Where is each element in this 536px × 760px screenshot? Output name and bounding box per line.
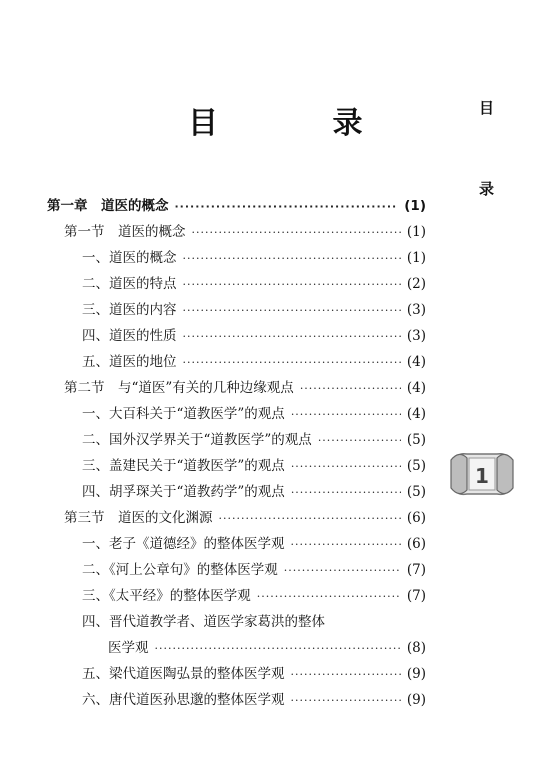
toc-entry-label: 一、道医的概念 — [82, 250, 177, 266]
toc-entry-label: 二、国外汉学界关于“道教医学”的观点 — [82, 432, 312, 448]
toc-leader-dots — [183, 330, 401, 343]
toc-entry[interactable] — [82, 246, 426, 266]
toc-entry-label: 第三节 道医的文化渊源 — [64, 510, 213, 526]
toc-entry[interactable] — [82, 324, 426, 344]
toc-leader-dots — [291, 668, 401, 681]
toc-entry-page: (3) — [406, 328, 426, 344]
toc-entry[interactable] — [82, 480, 426, 500]
toc-entry[interactable] — [82, 688, 426, 708]
toc-leader-dots — [300, 382, 401, 395]
toc-entry-page: (7) — [406, 562, 426, 578]
toc-leader-dots — [183, 278, 401, 291]
toc-leader-dots — [175, 200, 399, 213]
toc-entry-page: (9) — [406, 666, 426, 682]
toc-entry-page: (9) — [406, 692, 426, 708]
toc-leader-dots — [291, 694, 401, 707]
toc-entry-page: (1) — [404, 198, 426, 214]
toc-entry[interactable] — [82, 610, 426, 630]
toc-entry-label: 第一节 道医的概念 — [64, 224, 186, 240]
toc-entry-label: 三、盖建民关于“道教医学”的观点 — [82, 458, 285, 474]
side-running-head-2: 录 — [478, 180, 494, 198]
toc-entry-label: 第二节 与“道医”有关的几种边缘观点 — [64, 380, 294, 396]
toc-leader-dots — [291, 486, 401, 499]
toc-leader-dots — [183, 304, 401, 317]
toc-entry-page: (1) — [406, 250, 426, 266]
toc-entry[interactable] — [64, 506, 426, 526]
toc-entry-page: (6) — [406, 510, 426, 526]
toc-entry-page: (5) — [406, 432, 426, 448]
toc-entry-label: 第一章 道医的概念 — [47, 198, 169, 214]
toc-leader-dots — [291, 460, 401, 473]
toc-entry[interactable] — [64, 220, 426, 240]
toc-entry-label: 五、梁代道医陶弘景的整体医学观 — [82, 666, 285, 682]
toc-entry[interactable] — [82, 272, 426, 292]
toc-entry-page: (4) — [406, 354, 426, 370]
toc-leader-dots — [291, 408, 401, 421]
toc-entry[interactable] — [82, 662, 426, 682]
toc-entry[interactable] — [82, 558, 426, 578]
toc-entry-page: (6) — [406, 536, 426, 552]
toc-entry[interactable] — [82, 402, 426, 422]
toc-leader-dots — [257, 590, 401, 603]
toc-entry-label: 五、道医的地位 — [82, 354, 177, 370]
toc-entry[interactable] — [82, 584, 426, 604]
toc-entry-label: 医学观 — [108, 640, 149, 656]
toc-entry[interactable] — [82, 532, 426, 552]
toc-entry-label: 二、《河上公章句》的整体医学观 — [82, 562, 278, 578]
toc-leader-dots — [183, 356, 401, 369]
toc-entry-page: (1) — [406, 224, 426, 240]
toc-entry-page: (4) — [406, 380, 426, 396]
toc-entry-label: 一、大百科关于“道教医学”的观点 — [82, 406, 285, 422]
toc-entry-label: 四、道医的性质 — [82, 328, 177, 344]
toc-entry[interactable] — [47, 194, 426, 214]
toc-entry-label: 三、道医的内容 — [82, 302, 177, 318]
page-title: 目 录 — [188, 106, 415, 141]
toc-leader-dots — [291, 538, 401, 551]
toc-entry-page: (3) — [406, 302, 426, 318]
toc-entry[interactable] — [64, 376, 426, 396]
toc-entry-page: (2) — [406, 276, 426, 292]
toc-entry-page: (5) — [406, 458, 426, 474]
toc-entry-label: 三、《太平经》的整体医学观 — [82, 588, 251, 604]
toc-entry[interactable] — [82, 428, 426, 448]
side-running-head-1: 目 — [478, 99, 494, 117]
toc-entry-page: (4) — [406, 406, 426, 422]
toc-leader-dots — [183, 252, 401, 265]
toc-leader-dots — [284, 564, 401, 577]
toc-entry-continuation[interactable] — [108, 636, 426, 656]
toc-entry[interactable] — [82, 298, 426, 318]
scroll-badge-icon — [449, 446, 515, 502]
toc-leader-dots — [219, 512, 401, 525]
toc-entry[interactable] — [82, 454, 426, 474]
toc-entry-label: 四、晋代道教学者、道医学家葛洪的整体 — [82, 614, 325, 630]
toc-entry-page: (7) — [406, 588, 426, 604]
page-number-scroll-badge — [449, 446, 515, 502]
toc-entry-page: (5) — [406, 484, 426, 500]
toc-leader-dots — [155, 642, 401, 655]
toc-entry-label: 六、唐代道医孙思邈的整体医学观 — [82, 692, 285, 708]
toc-entry-label: 二、道医的特点 — [82, 276, 177, 292]
toc-leader-dots — [318, 434, 401, 447]
toc-entry-label: 一、老子《道德经》的整体医学观 — [82, 536, 285, 552]
toc-entry-label: 四、胡孚琛关于“道教药学”的观点 — [82, 484, 285, 500]
badge-number: 1 — [475, 464, 489, 488]
toc-leader-dots — [192, 226, 401, 239]
toc-entry[interactable] — [82, 350, 426, 370]
toc-entry-page: (8) — [406, 640, 426, 656]
